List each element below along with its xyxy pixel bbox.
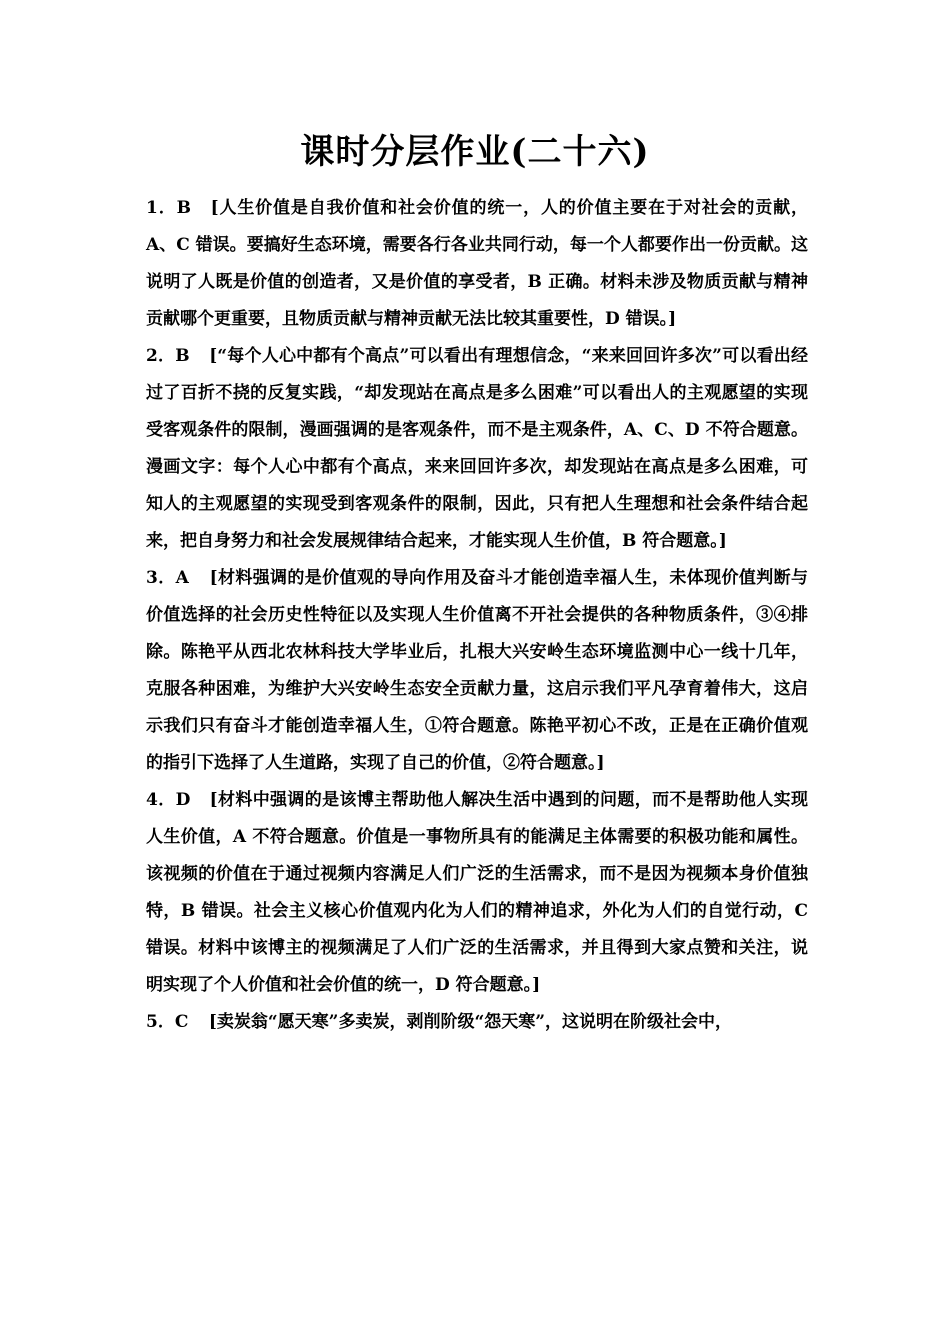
answer-list — [146, 190, 808, 1041]
item-answer: D — [175, 790, 191, 810]
item-number: 4． — [146, 790, 176, 810]
item-explanation: [卖炭翁“愿天寒”多卖炭，剥削阶级“怨天寒”，这说明在阶级社会中， — [208, 1012, 732, 1032]
answer-item-3 — [146, 560, 808, 782]
item-explanation: [材料强调的是价值观的导向作用及奋斗才能创造幸福人生，未体现价值判断与价值选择的社会历史性特征以及实现人生价值离不开社会提供的各种物质条件，③④排除。陈艳平从西北农林科技大学毕业后，扎根大兴安岭生态环境监测中心一线十几年，克服各种困难，为维护大兴安岭生态安全贡献力量，这启示我们平凡孕育着伟大，这启示我们只有奋斗才能创造幸福人生，①符合题意。陈艳平初心不改，正是在正确价值观的指引下选择了人生道路，实现了自己的价值，②符合题意。] — [146, 568, 808, 773]
page-title: 课时分层作业(二十六) — [300, 132, 650, 172]
answer-item-5 — [146, 1004, 808, 1041]
item-number: 1． — [146, 198, 177, 218]
item-answer: C — [174, 1012, 189, 1032]
item-explanation: [材料中强调的是该博主帮助他人解决生活中遇到的问题，而不是帮助他人实现人生价值，A 不符合题意。价值是一事物所具有的能满足主体需要的积极功能和属性。该视频的价值在于通过视频内容满足人们广泛的生活需求，而不是因为视频本身价值独特，B 错误。社会主义核心价值观内化为人们的精神追求，外化为人们的自觉行动，C 错误。材料中该博主的视频满足了人们广泛的生活需求，并且得到大家点赞和关注，说明实现了个人价值和社会价值的统一，D 符合题意。] — [146, 790, 808, 995]
item-answer: A — [175, 568, 189, 588]
item-number: 3． — [146, 568, 176, 588]
answer-item-2 — [146, 338, 808, 560]
item-number: 2． — [146, 346, 176, 366]
item-number: 5． — [146, 1012, 175, 1032]
item-explanation: [人生价值是自我价值和社会价值的统一，人的价值主要在于对社会的贡献，A、C 错误。要搞好生态环境，需要各行各业共同行动，每一个人都要作出一份贡献。这说明了人既是价值的创造者，又是价值的享受者，B 正确。材料未涉及物质贡献与精神贡献哪个更重要，且物质贡献与精神贡献无法比较其重要性，D 错误。] — [146, 198, 808, 329]
item-explanation: [“每个人心中都有个高点”可以看出有理想信念，“来来回回许多次”可以看出经过了百折不挠的反复实践，“却发现站在高点是多么困难”可以看出人的主观愿望的实现受客观条件的限制，漫画强调的是客观条件，而不是主观条件，A、C、D 不符合题意。漫画文字：每个人心中都有个高点，来来回回许多次，却发现站在高点是多么困难，可知人的主观愿望的实现受到客观条件的限制，因此，只有把人生理想和社会条件结合起来，把自身努力和社会发展规律结合起来，才能实现人生价值，B 符合题意。] — [146, 346, 808, 551]
answer-item-1 — [146, 190, 808, 338]
answer-item-4 — [146, 782, 808, 1004]
item-answer: B — [175, 346, 190, 366]
item-answer: B — [176, 198, 191, 218]
